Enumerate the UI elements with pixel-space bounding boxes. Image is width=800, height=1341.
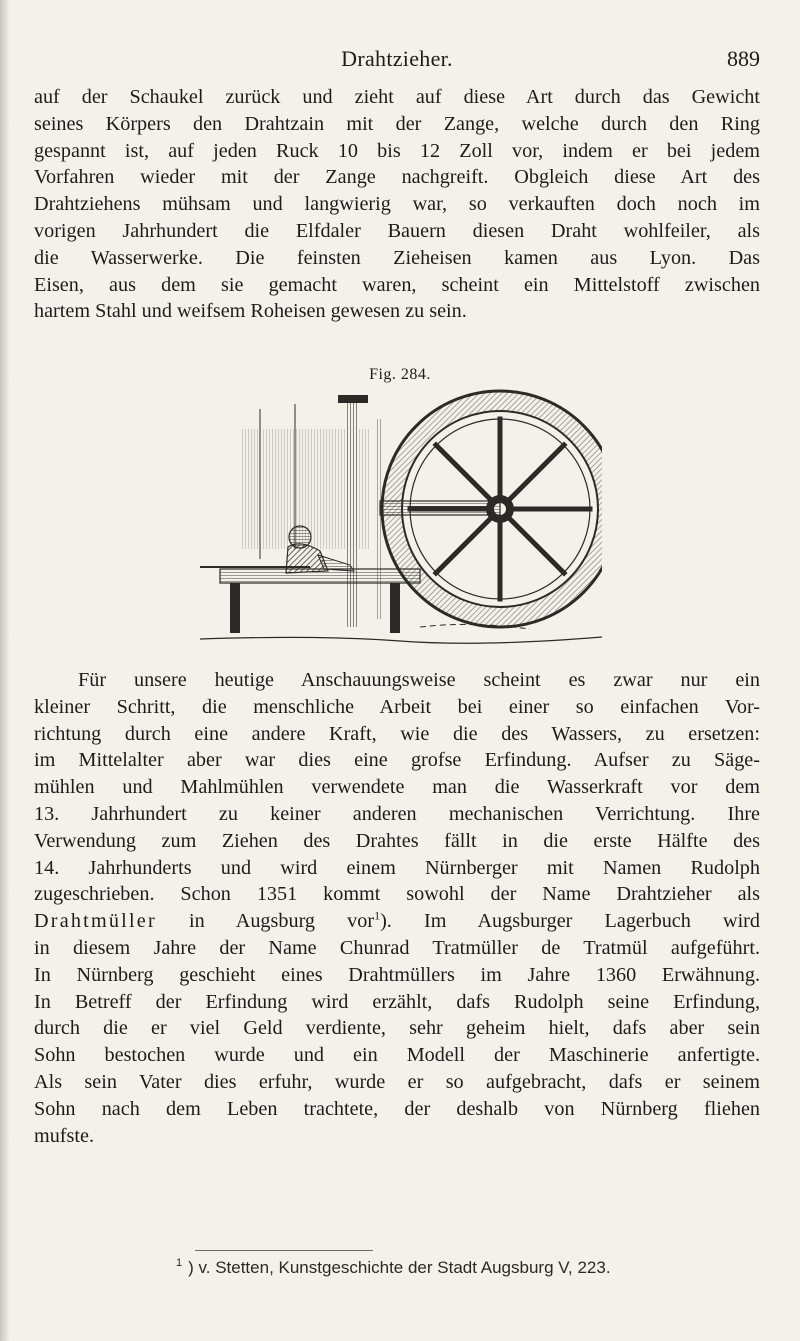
figure-water-powered-wire-drawing-engraving	[200, 389, 602, 651]
running-title: Drahtzieher.	[341, 46, 453, 71]
paragraph-bottom	[34, 667, 760, 1149]
spaced-word: Drahtmüller	[34, 910, 157, 933]
text-line: Verwendung zum Ziehen des Drahtes fällt in die erste Hälfte des	[34, 829, 760, 852]
text-fragment: ). Im Augsburger Lagerbuch wird	[380, 910, 760, 933]
text-line: hartem Stahl und weifsem Roheisen gewesen zu sein.	[34, 300, 467, 323]
text-line: richtung durch eine andere Kraft, wie die des Wassers, zu ersetzen:	[34, 722, 760, 745]
text-line: Für unsere heutige Anschauungsweise scheint es zwar nur ein	[78, 669, 760, 691]
footnote-divider	[195, 1250, 373, 1251]
footnote-marker: 1	[176, 1257, 183, 1270]
text-line: Sohn nach dem Leben trachtete, der deshalb von Nürnberg fliehen	[34, 1097, 760, 1120]
text-fragment: in Augsburg vor	[156, 910, 375, 933]
page-edge-shadow	[0, 0, 10, 1341]
text-line: zugeschrieben. Schon 1351 kommt sowohl der Name Drahtzieher als	[34, 883, 760, 906]
text-line: seines Körpers den Drahtzain mit der Zange, welche durch den Ring	[34, 112, 760, 135]
text-line: Drahtziehens mühsam und langwierig war, so verkauften doch noch im	[34, 193, 760, 216]
page-number: 889	[727, 46, 760, 71]
figure-caption: Fig. 284.	[369, 366, 431, 383]
text-line: Als sein Vater dies erfuhr, wurde er so aufgebracht, dafs er seinem	[34, 1070, 760, 1093]
text-line: durch die er viel Geld verdiente, sehr geheim hielt, dafs aber sein	[34, 1017, 760, 1040]
text-line: In Betreff der Erfindung wird erzählt, dafs Rudolph seine Erfindung,	[34, 990, 760, 1013]
text-line: Sohn bestochen wurde und ein Modell der Maschinerie anfertigte.	[34, 1044, 760, 1067]
text-line-with-footnote	[34, 908, 760, 935]
running-head	[34, 46, 760, 76]
text-line: mühlen und Mahlmühlen verwendete man die Wasserkraft vor dem	[34, 776, 760, 799]
footnote	[176, 1258, 611, 1278]
text-line: Eisen, aus dem sie gemacht waren, scheint ein Mittelstoff zwischen	[34, 273, 760, 296]
footnote-text: ) v. Stetten, Kunstgeschichte der Stadt Augsburg V, 223.	[188, 1258, 611, 1277]
text-line: Vorfahren wieder mit der Zange nachgreift. Obgleich diese Art des	[34, 166, 760, 189]
text-line: auf der Schaukel zurück und zieht auf diese Art durch das Gewicht	[34, 86, 760, 108]
text-line: im Mittelalter aber war dies eine grofse Erfindung. Aufser zu Säge-	[34, 749, 760, 772]
text-line: in diesem Jahre der Name Chunrad Tratmüller de Tratmül aufgeführt.	[34, 936, 760, 959]
paragraph-top	[34, 84, 760, 325]
text-line: die Wasserwerke. Die feinsten Zieheisen kamen aus Lyon. Das	[34, 246, 760, 269]
text-line: 14. Jahrhunderts und wird einem Nürnberger mit Namen Rudolph	[34, 856, 760, 879]
text-line: In Nürnberg geschieht eines Drahtmüllers im Jahre 1360 Erwähnung.	[34, 963, 760, 986]
draw-bench	[200, 567, 420, 633]
text-line: gespannt ist, auf jeden Ruck 10 bis 12 Zoll vor, indem er bei jedem	[34, 139, 760, 162]
text-line: 13. Jahrhundert zu keiner anderen mechanischen Verrichtung. Ihre	[34, 802, 760, 825]
text-line: kleiner Schritt, die menschliche Arbeit bei einer so einfachen Vor-	[34, 695, 760, 718]
text-line: vorigen Jahrhundert die Elfdaler Bauern diesen Draht wohlfeiler, als	[34, 219, 760, 242]
text-line: mufste.	[34, 1124, 94, 1147]
footnote-reference: 1	[374, 908, 381, 923]
